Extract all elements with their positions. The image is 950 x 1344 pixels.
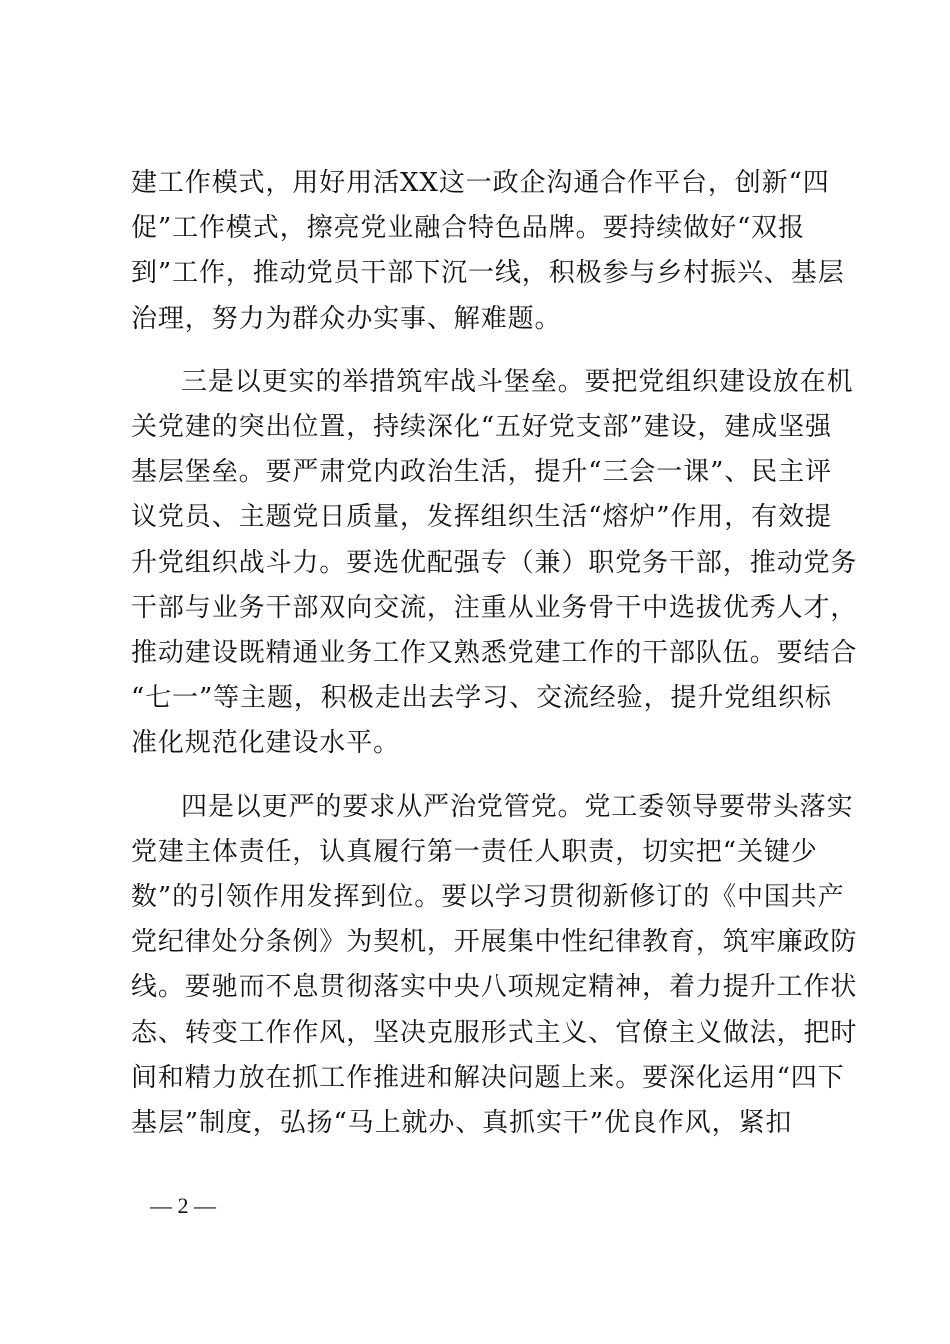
paragraph-three-line: 基层堡垒。要严肃党内政治生活，提升“三会一课”、民主评 — [131, 457, 832, 487]
paragraph-three-line: 三是以更实的举措筑牢战斗堡垒。要把党组织建设放在机 — [181, 367, 854, 397]
paragraph-continued-line: 到”工作，推动党员干部下沉一线，积极参与乡村振兴、基层 — [131, 258, 845, 288]
paragraph-four-line: 四是以更严的要求从严治党管党。党工委领导要带头落实 — [181, 792, 854, 822]
paragraph-continued-line: 促”工作模式，擦亮党业融合特色品牌。要持续做好“双报 — [131, 213, 805, 243]
page-number: — 2 — — [150, 1193, 216, 1218]
paragraph-three-line: 干部与业务干部双向交流，注重从业务骨干中选拔优秀人才， — [131, 593, 858, 623]
paragraph-three-line: 推动建设既精通业务工作又熟悉党建工作的干部队伍。要结合 — [131, 638, 858, 668]
paragraph-three-line: 议党员、主题党日质量，发挥组织生活“熔炉”作用，有效提 — [131, 502, 832, 532]
paragraph-three-line: 准化规范化建设水平。 — [131, 728, 401, 758]
paragraph-four-line: 基层”制度，弘扬“马上就办、真抓实干”优良作风，紧扣 — [131, 1108, 793, 1138]
paragraph-three-line: 关党建的突出位置，持续深化“五好党支部”建设，建成坚强 — [131, 412, 832, 442]
paragraph-continued-line: 治理，努力为群众办实事、解难题。 — [131, 304, 562, 334]
paragraph-three-line: “七一”等主题，积极走出去学习、交流经验，提升党组织标 — [131, 683, 832, 713]
paragraph-three-line: 升党组织战斗力。要选优配强专（兼）职党务干部，推动党务 — [131, 548, 858, 578]
paragraph-four-line: 间和精力放在抓工作推进和解决问题上来。要深化运用“四下 — [131, 1063, 845, 1093]
paragraph-four-line: 党建主体责任，认真履行第一责任人职责，切实把“关键少 — [131, 837, 818, 867]
paragraph-four-line: 数”的引领作用发挥到位。要以学习贯彻新修订的《中国共产 — [131, 882, 845, 912]
paragraph-four-line: 线。要驰而不息贯彻落实中央八项规定精神，着力提升工作状 — [131, 972, 858, 1002]
paragraph-continued-line: 建工作模式，用好用活XX这一政企沟通合作平台，创新“四 — [131, 168, 830, 198]
paragraph-four-line: 党纪律处分条例》为契机，开展集中性纪律教育，筑牢廉政防 — [131, 927, 858, 957]
paragraph-four-line: 态、转变工作作风，坚决克服形式主义、官僚主义做法，把时 — [131, 1018, 858, 1048]
